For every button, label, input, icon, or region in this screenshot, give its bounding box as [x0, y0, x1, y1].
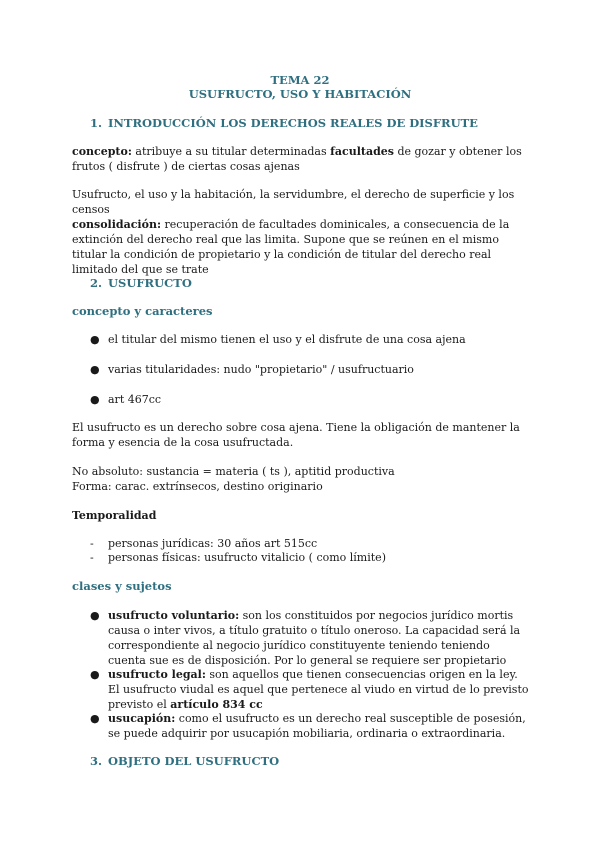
clase-text: son aquellos que tienen consecuencias origen en la ley. El usufructo viudal es aquel que pertenece al viudo en virtud de lo previsto previsto el	[108, 668, 529, 711]
facultades-term: facultades	[330, 145, 394, 158]
bullet-icon: ●	[90, 712, 100, 725]
bullet-text: art 467cc	[108, 393, 162, 406]
bullet-icon: ●	[90, 609, 100, 622]
list-item	[90, 608, 530, 668]
bullet-icon: ●	[90, 393, 100, 406]
consolidacion-term: consolidación:	[72, 218, 162, 231]
section-1-title: INTRODUCCIÓN LOS DERECHOS REALES DE DISFRUTE	[108, 116, 478, 130]
section-3-title: OBJETO DEL USUFRUCTO	[108, 754, 280, 768]
clase-term: usucapión:	[108, 712, 176, 725]
articulo-reference: artículo 834 cc	[170, 698, 263, 711]
consolidacion-text: recuperación de facultades dominicales, a consecuencia de la extinción del derecho real que las limita. Supone que se reúnen en el mismo titular la condición de propietario y la condición de titular del derecho real limitado del que se trate	[72, 218, 510, 276]
section-3-number: 3.	[90, 754, 103, 768]
list-item	[90, 667, 530, 712]
dash-text: personas físicas: usufructo vitalicio ( como límite)	[108, 551, 386, 564]
list-item	[90, 711, 530, 741]
section-2-heading	[90, 276, 192, 290]
usufructo-paragraph: El usufructo es un derecho sobre cosa ajena. Tiene la obligación de mantener la forma y esencia de la cosa usufructada.	[72, 421, 520, 449]
forma-line: Forma: carac. extrínsecos, destino originario	[72, 480, 323, 493]
list-item	[90, 392, 530, 407]
concepto-text-b: de gozar y obtener los frutos ( disfrute ) de ciertas cosas ajenas	[72, 145, 522, 173]
concepto-term: concepto:	[72, 145, 132, 158]
section-1-number: 1.	[90, 116, 103, 130]
bullet-text: varias titularidades: nudo "propietario" / usufructuario	[108, 363, 414, 376]
section-3-heading	[90, 754, 279, 768]
derechos-list-paragraph: Usufructo, el uso y la habitación, la servidumbre, el derecho de superficie y los censos	[72, 188, 515, 216]
concepto-paragraph	[72, 144, 532, 174]
tema-subtitle: USUFRUCTO, USO Y HABITACIÓN	[188, 87, 412, 101]
dash-text: personas jurídicas: 30 años art 515cc	[108, 537, 318, 550]
section-2-number: 2.	[90, 276, 103, 290]
list-item	[90, 536, 317, 551]
clase-term: usufructo legal:	[108, 668, 206, 681]
no-absoluto-line: No absoluto: sustancia = materia ( ts ), aptitid productiva	[72, 465, 395, 478]
dash-icon: -	[90, 551, 94, 564]
clase-term: usufructo voluntario:	[108, 609, 240, 622]
bullet-icon: ●	[90, 333, 100, 346]
list-item	[90, 550, 386, 565]
concepto-caracteres-heading: concepto y caracteres	[72, 304, 213, 318]
clase-text: como el usufructo es un derecho real susceptible de posesión, se puede adquirir por usucapión mobiliaria, ordinaria o extraordinaria.	[108, 712, 526, 740]
temporalidad-heading: Temporalidad	[72, 509, 157, 522]
dash-icon: -	[90, 537, 94, 550]
bullet-text: el titular del mismo tienen el uso y el disfrute de una cosa ajena	[108, 333, 466, 346]
list-item	[90, 332, 530, 347]
clase-text: son los constituidos por negocios jurídico mortis causa o inter vivos, a título gratuito o título oneroso. La capacidad será la correspondiente al negocio jurídico constituyente teniendo teniendo cuenta sue es de disposición. Por lo general se requiere ser propietario	[108, 609, 521, 667]
section-1-heading	[90, 116, 478, 130]
list-item	[90, 362, 530, 377]
bullet-icon: ●	[90, 668, 100, 681]
tema-title: TEMA 22	[270, 73, 330, 87]
section-2-title: USUFRUCTO	[108, 276, 192, 290]
bullet-icon: ●	[90, 363, 100, 376]
consolidacion-paragraph	[72, 217, 532, 277]
clases-sujetos-heading: clases y sujetos	[72, 579, 172, 593]
concepto-text-a: atribuye a su titular determinadas	[131, 145, 331, 158]
